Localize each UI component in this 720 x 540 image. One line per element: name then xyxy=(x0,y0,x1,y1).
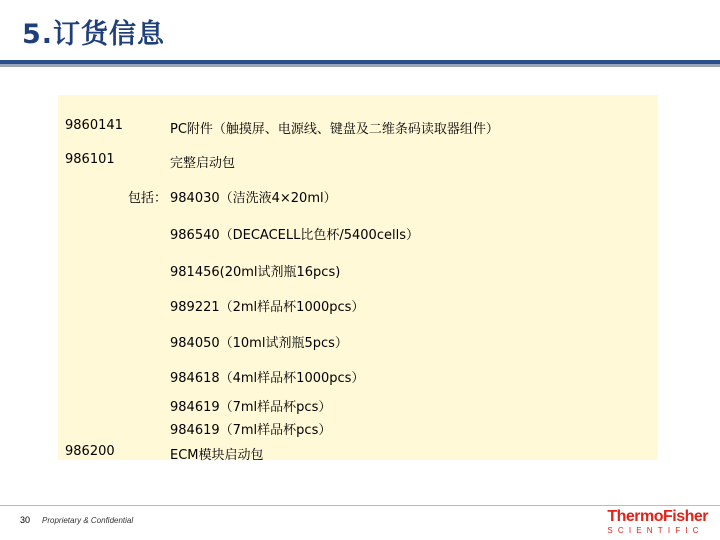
includes-label: 包括： xyxy=(128,191,168,206)
included-item: 984050（10ml试剂瓶5pcs） xyxy=(170,336,348,351)
product-description: PC附件（触摸屏、电源线、键盘及二维条码读取器组件） xyxy=(170,122,499,137)
page-title: 5.订货信息 xyxy=(22,19,166,50)
confidential-note: Proprietary & Confidential xyxy=(42,516,134,525)
included-item: 984618（4ml样品杯1000pcs） xyxy=(170,371,365,386)
product-description: 完整启动包 xyxy=(170,156,236,171)
product-code: 9860141 xyxy=(65,118,123,133)
included-item: 981456(20ml试剂瓶16pcs) xyxy=(170,265,341,280)
included-item: 986540（DECACELL比色杯/5400cells） xyxy=(170,228,419,243)
included-item: 984030（洁洗液4×20ml） xyxy=(170,191,337,206)
product-code: 986101 xyxy=(65,152,115,167)
logo-wordmark: ThermoFisher xyxy=(607,508,708,525)
order-info-panel xyxy=(58,95,658,460)
included-item: 984619（7ml样品杯pcs） xyxy=(170,400,332,415)
title-rule-shadow xyxy=(0,64,720,67)
thermo-fisher-logo xyxy=(607,508,708,536)
product-description: ECM模块启动包 xyxy=(170,448,264,463)
page-number: 30 xyxy=(20,515,31,525)
logo-subtitle: SCIENTIFIC xyxy=(607,526,704,535)
product-code: 986200 xyxy=(65,444,115,459)
footer-rule xyxy=(0,505,720,506)
included-item: 984619（7ml样品杯pcs） xyxy=(170,423,332,438)
included-item: 989221（2ml样品杯1000pcs） xyxy=(170,300,365,315)
